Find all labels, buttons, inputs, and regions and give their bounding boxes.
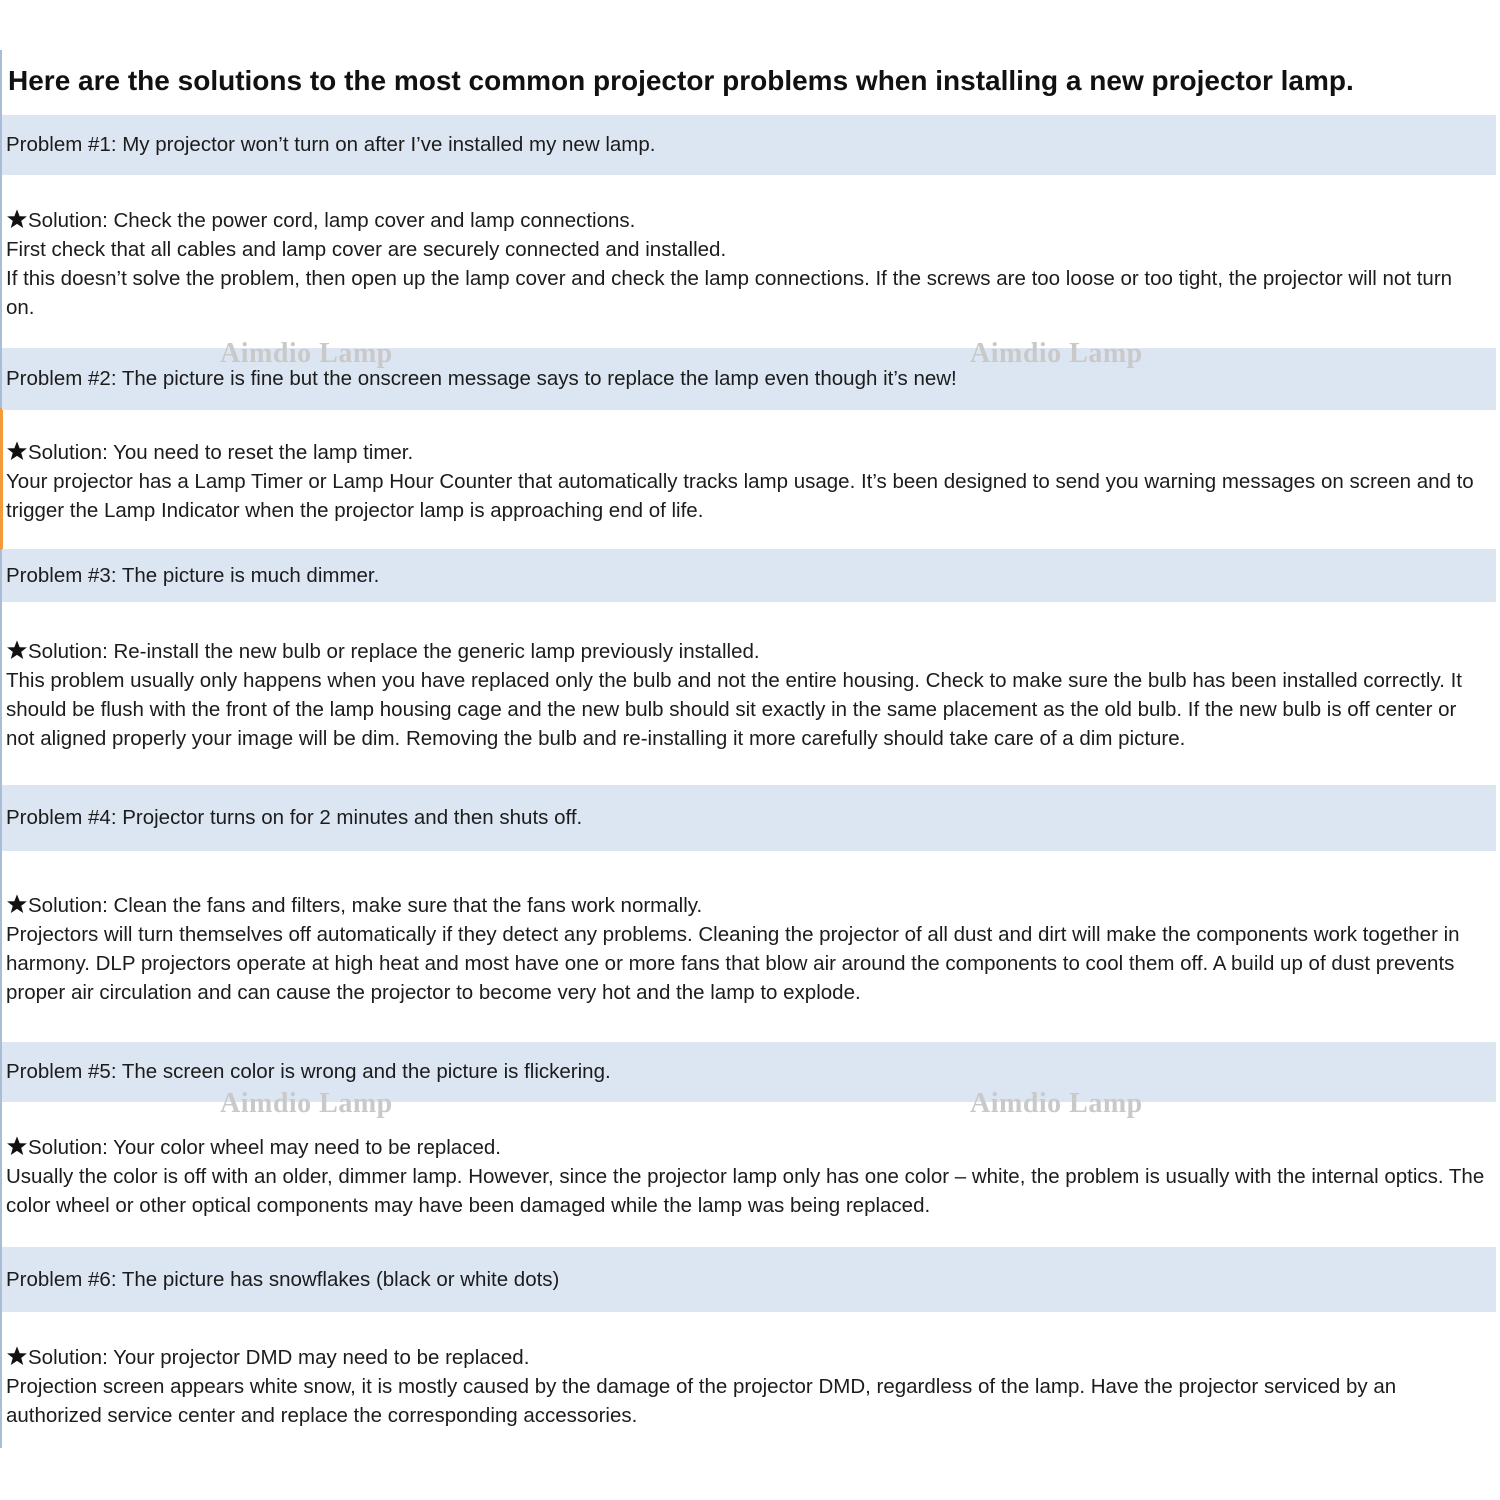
problem-3-band <box>2 549 1496 602</box>
solution-4-title: Solution: Clean the fans and filters, make sure that the fans work normally. <box>28 894 703 917</box>
problem-5-text: Problem #5: The screen color is wrong and the picture is flickering. <box>6 1060 611 1083</box>
solution-4-heading <box>6 891 1486 920</box>
solution-1-title: Solution: Check the power cord, lamp cover and lamp connections. <box>28 209 636 232</box>
solution-3-heading <box>6 637 1486 666</box>
star-icon <box>6 1135 28 1157</box>
solution-1-detail-2: If this doesn’t solve the problem, then open up the lamp cover and check the lamp connections. If the screws are too loose or too tight, the projector will not turn on. <box>6 267 1453 319</box>
solution-2-block <box>6 438 1486 525</box>
problem-2-text: Problem #2: The picture is fine but the onscreen message says to replace the lamp even though it’s new! <box>6 367 957 390</box>
page-title: Here are the solutions to the most common projector problems when installing a new projector lamp. <box>8 65 1354 96</box>
watermark: Aimdio Lamp <box>970 1088 1143 1119</box>
problem-1-text: Problem #1: My projector won’t turn on after I’ve installed my new lamp. <box>6 133 656 156</box>
star-icon <box>6 208 28 230</box>
watermark: Aimdio Lamp <box>220 1088 393 1119</box>
solution-3-title: Solution: Re-install the new bulb or replace the generic lamp previously installed. <box>28 640 760 663</box>
problem-6-text: Problem #6: The picture has snowflakes (black or white dots) <box>6 1267 560 1291</box>
solution-6-title: Solution: Your projector DMD may need to be replaced. <box>28 1346 530 1369</box>
solution-5-detail-1: Usually the color is off with an older, dimmer lamp. However, since the projector lamp only has one color – white, the problem is usually with the internal optics. The color wheel or other optical components may have been damaged while the lamp was being replaced. <box>6 1165 1485 1217</box>
problem-4-band <box>2 785 1496 851</box>
solution-6-detail-1: Projection screen appears white snow, it is mostly caused by the damage of the projector DMD, regardless of the lamp. Have the projector serviced by an authorized service center and replace the corresponding accessories. <box>6 1375 1397 1427</box>
left-accent-mark <box>0 408 3 550</box>
problem-3-text: Problem #3: The picture is much dimmer. <box>6 563 380 587</box>
problem-1-band <box>2 115 1496 175</box>
solution-1-block <box>6 206 1486 322</box>
solution-1-detail-1: First check that all cables and lamp cover are securely connected and installed. <box>6 238 727 261</box>
solution-3-block <box>6 637 1486 753</box>
solution-5-heading <box>6 1133 1486 1162</box>
star-icon <box>6 639 28 661</box>
star-icon <box>6 440 28 462</box>
watermark: Aimdio Lamp <box>970 338 1143 369</box>
solution-2-detail-1: Your projector has a Lamp Timer or Lamp Hour Counter that automatically tracks lamp usage. It’s been designed to send you warning messages on screen and to trigger the Lamp Indicator when the projector lamp is approaching end of life. <box>6 470 1474 522</box>
solution-4-block <box>6 891 1486 1007</box>
solution-4-detail-1: Projectors will turn themselves off automatically if they detect any problems. Cleaning the projector of all dust and dirt will make the components work together in harmony. DLP projectors operate at high heat and most have one or more fans that blow air around the components to cool them off. A build up of dust prevents proper air circulation and can cause the projector to become very hot and the lamp to explode. <box>6 923 1460 1004</box>
problem-6-band <box>2 1247 1496 1312</box>
solution-5-title: Solution: Your color wheel may need to be replaced. <box>28 1136 501 1159</box>
star-icon <box>6 893 28 915</box>
solution-6-block <box>6 1343 1486 1430</box>
solution-6-heading <box>6 1343 1486 1372</box>
watermark: Aimdio Lamp <box>220 338 393 369</box>
solution-1-heading <box>6 206 1486 235</box>
problem-4-text: Problem #4: Projector turns on for 2 minutes and then shuts off. <box>6 806 583 829</box>
solution-5-block <box>6 1133 1486 1220</box>
solution-2-title: Solution: You need to reset the lamp timer. <box>28 441 414 464</box>
solution-2-heading <box>6 438 1486 467</box>
left-border-rule <box>0 50 2 1448</box>
solution-3-detail-1: This problem usually only happens when you have replaced only the bulb and not the entire housing. Check to make sure the bulb has been installed correctly. It should be flush with the front of the lamp housing cage and the new bulb should sit exactly in the same placement as the old bulb. If the new bulb is off center or not aligned properly your image will be dim. Removing the bulb and re-installing it more carefully should take care of a dim picture. <box>6 669 1463 750</box>
star-icon <box>6 1345 28 1367</box>
